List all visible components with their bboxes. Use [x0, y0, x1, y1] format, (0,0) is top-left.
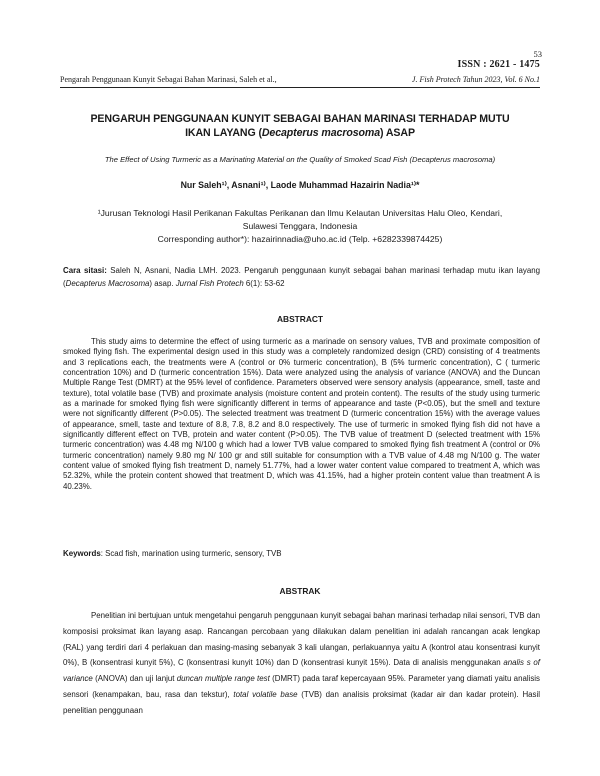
corresponding-author: Corresponding author*): hazairinnadia@uho.ac.id (Telp. +6282339874425): [157, 234, 443, 244]
title-line-1: PENGARUH PENGGUNAAN KUNYIT SEBAGAI BAHAN MARINASI TERHADAP MUTU: [90, 113, 510, 125]
affiliation-line-2: Sulawesi Tenggara, Indonesia: [242, 221, 358, 231]
citation-label: Cara sitasi:: [63, 266, 107, 275]
species-name: Decapterus macrosoma: [261, 127, 380, 139]
journal-reference: J. Fish Protech Tahun 2023, Vol. 6 No.1: [411, 75, 540, 84]
abstrak-heading: ABSTRAK: [279, 586, 321, 596]
running-title: Pengarah Penggunaan Kunyit Sebagai Bahan Marinasi, Saleh et al.,: [60, 75, 277, 84]
keywords: [63, 549, 540, 558]
header-divider: [60, 87, 540, 88]
abstract-heading: ABSTRACT: [276, 314, 324, 324]
abstract-body: This study aims to determine the effect of using turmeric as a marinade on sensory values, TVB and proximate composition of smoked flying fish. The experimental design used in this study was a completely randomized design (CRD) consisting of 4 treatments and 3 replications each, the treatments were A (control or 0% turmeric concentration), B (5% turmeric concentration), C ( turmeric concentration 10%) and D (turmeric concentration 15%). Data were analyzed using the analysis of variance (ANOVA) and the Duncan Multiple Range Test (DMRT) at the 95% level of confidence. Parameters observed were sensory analysis (appearance, smell, taste and texture), total volatile base (TVB) and proximate analysis (moisture content and protein content). The results of the study using turmeric as a marinade for smoked flying fish were significantly different in terms of appearance and taste (P<0.05), but the smell and texture were not significantly different (P>0.05). The selected treatment was treatment D (turmeric concentration 15%) with the average values of appearance, smell, taste and texture of 8.8, 7.8, 8.2 and 8.0 respectively. The use of turmeric in smoked flying fish did not have a significantly different effect on TVB, protein and water content (P>0.05). The TVB value of treatment D (selected treatment with 15% turmeric concentration) was 4.48 mg N/100 g which had a lower TVB value compared to smoked flying fish treatment A (control or 0% turmeric concentration) namely 9.80 mg N/ 100 gr and still suitable for consumption with a TVB value of 4.48 mg N/100 g. The water content value of smoked flying fish treatment D, namely 51.77%, had a lower water content value compared to treatment A, which was 52.32%, while the protein content showed that treatment D, which was 41.15%, had a higher protein content value than treatment A is 40.23%.: [63, 337, 540, 491]
citation: Cara sitasi: Saleh N, Asnani, Nadia LMH. 2023. Pengaruh penggunaan kunyit sebagai bahan marinasi terhadap mutu ikan layang (Decapterus Macrosoma) asap. Jurnal Fish Protech 6(1): 53-62: [63, 266, 540, 288]
running-header: [60, 75, 540, 84]
author-list: Nur Saleh¹⁾, Asnani¹⁾, Laode Muhammad Hazairin Nadia¹⁾*: [180, 180, 420, 190]
keywords-text: : Scad fish, marination using turmeric, sensory, TVB: [100, 549, 282, 558]
abstrak-body: Penelitian ini bertujuan untuk mengetahui pengaruh penggunaan kunyit sebagai bahan marinasi terhadap nilai sensori, TVB dan komposisi proksimat ikan layang asap. Rancangan percobaan yang dilakukan dalam penelitian ini adalah rancangan acak lengkap (RAL) yang terdiri dari 4 perlakuan dan masing-masing sebanyak 3 kali ulangan, perlakuannya yaitu A (kontrol atau konsentrasi kunyit 0%), B (konsentrasi kunyit 5%), C (konsentrasi kunyit 10%) dan D (konsentrasi kunyit 15%). Data di analisis menggunakan analis s of variance (ANOVA) dan uji lanjut duncan multiple range test (DMRT) pada taraf kepercayaan 95%. Parameter yang diamati yaitu analisis sensori (kenampakan, bau, rasa dan tekstur), total volatile base (TVB) dan analisis proksimat (kadar air dan kadar protein). Hasil penelitian penggunaan: [63, 611, 540, 715]
issn: ISSN : 2621 - 1475: [457, 59, 540, 70]
affiliation-line-1: ¹Jurusan Teknologi Hasil Perikanan Fakultas Perikanan dan Ilmu Kelautan Universitas Halu Oleo, Kendari,: [97, 208, 503, 218]
keywords-label: Keywords: [63, 549, 101, 558]
paper-title: [60, 112, 540, 140]
page-number: 53: [533, 49, 542, 59]
title-line-2: IKAN LAYANG (Decapterus macrosoma) ASAP: [185, 127, 415, 139]
english-title: The Effect of Using Turmeric as a Marinating Material on the Quality of Smoked Scad Fish (Decapterus macrosoma): [104, 155, 496, 164]
affiliation: [60, 207, 540, 246]
